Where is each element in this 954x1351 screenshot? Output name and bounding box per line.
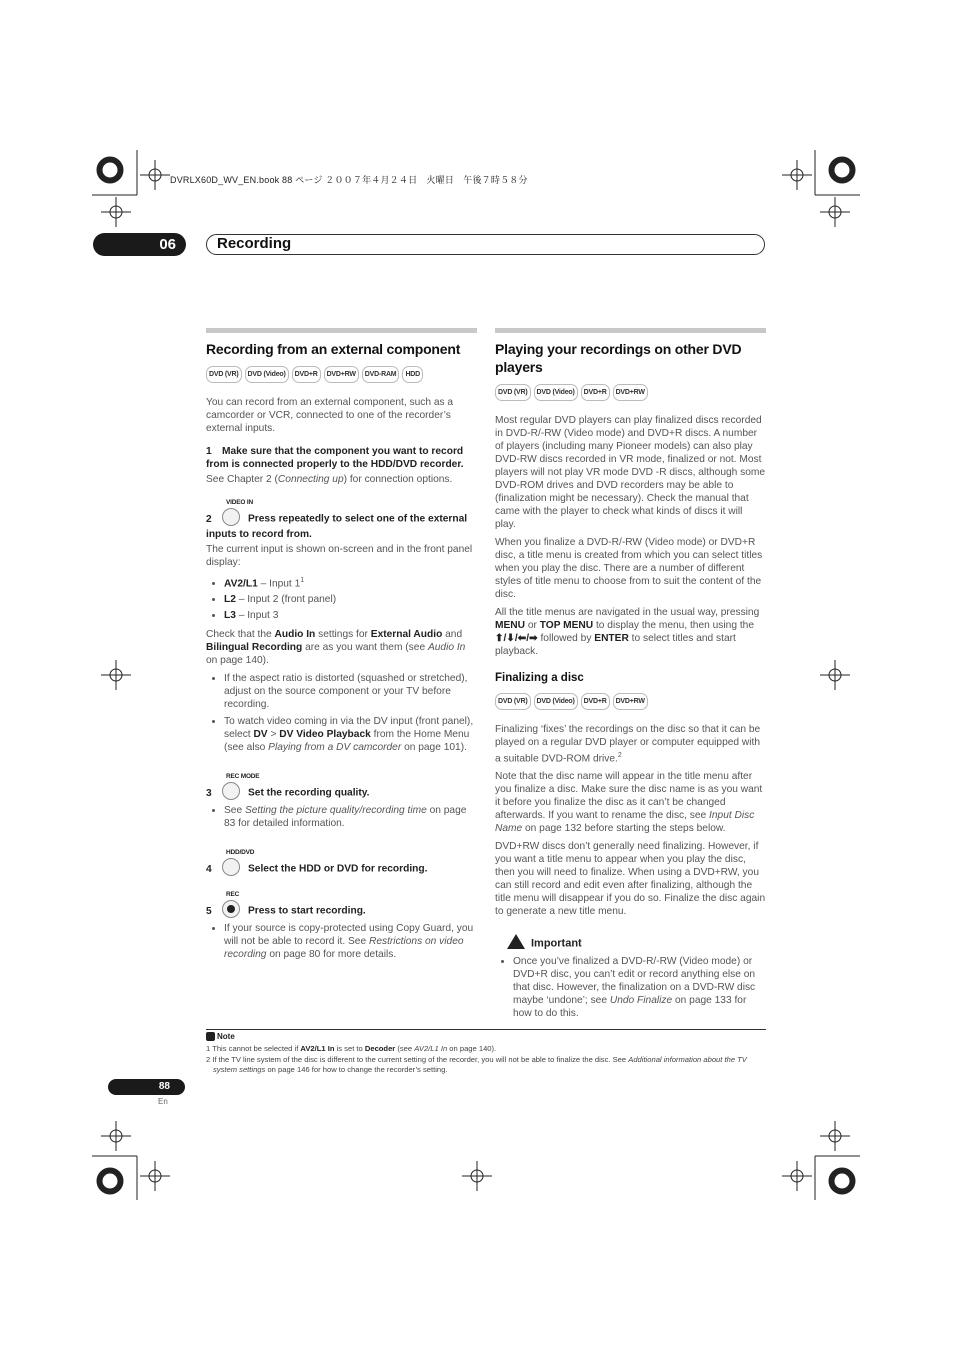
section-heading-external: Recording from an external component xyxy=(206,341,461,357)
page-language: En xyxy=(158,1097,168,1106)
disc-badge: DVD (Video) xyxy=(534,384,578,401)
paragraph: DVD+RW discs don’t generally need finalizing. However, if you want a title menu to appear when you play the disc, then you will need to finalize. When using a DVD+RW, you can still record and edit even after finalizing, although the title menu will disappear if you do so. Finalize the disc again to generate a new title menu. xyxy=(495,841,766,918)
disc-badges xyxy=(206,366,477,383)
video-in-button-icon xyxy=(222,508,240,526)
disc-badge: DVD+RW xyxy=(324,366,359,383)
note-icon xyxy=(206,1032,215,1041)
step-1-detail: See Chapter 2 (Connecting up) for connection options. xyxy=(206,474,453,485)
paragraph: When you finalize a DVD-R/-RW (Video mode) or DVD+R disc, a title menu is created from which you can select titles when you play the disc. There are a number of different styles of title menu to choose from to suit the content of the disc. xyxy=(495,537,763,600)
hdd-dvd-button-label: HDD/DVD xyxy=(226,849,255,857)
page-number: 88 xyxy=(108,1079,185,1095)
footnote-2: 2 If the TV line system of the disc is different to the current setting of the recorder, you will not be able to finalize the disc. See Additional information about the TV system settings on page 146 for how to change the recorder’s setting. xyxy=(206,1054,747,1074)
footnotes xyxy=(206,1044,766,1076)
arrow-buttons-icon: ⬆/⬇/⬅/➡ xyxy=(495,633,538,644)
section-heading-playing: Playing your recordings on other DVD players xyxy=(495,341,742,375)
list-item: • Once you’ve finalized a DVD-R/-RW (Video mode) or DVD+R disc, you can’t edit or record anything else on that disc. However, the finalization on a DVD-RW disc maybe ‘undone’; see Undo Finalize on page 133 for how to do this. xyxy=(513,955,766,1020)
footnote-rule xyxy=(206,1029,766,1030)
chapter-number: 06 xyxy=(93,233,186,256)
step-2-detail: The current input is shown on-screen and in the front panel display: xyxy=(206,544,473,568)
step-3-list xyxy=(206,804,477,830)
step-5: 5 Press to start recording. xyxy=(206,902,477,920)
disc-badges xyxy=(495,693,766,710)
rec-button-label: REC xyxy=(226,891,240,899)
disc-badge: DVD (VR) xyxy=(206,366,242,383)
input-list xyxy=(206,574,477,622)
video-in-button-label: VIDEO IN xyxy=(226,499,253,506)
disc-badge: HDD xyxy=(402,366,423,383)
file-header: DVRLX60D_WV_EN.book 88 ページ ２００７年４月２４日 火曜日 午後７時５８分 xyxy=(170,175,528,185)
step-4: 4 Select the HDD or DVD for recording. xyxy=(206,860,477,878)
right-column xyxy=(495,328,766,1026)
warning-icon xyxy=(507,934,525,949)
tips-list xyxy=(206,672,477,754)
disc-badge: DVD (VR) xyxy=(495,384,531,401)
disc-badge: DVD+R xyxy=(581,693,610,710)
paragraph: Note that the disc name will appear in the title menu after you finalize a disc. Make sure the disc name is as you want it before you finalize the disc as it can’t be changed afterwards. If you want to rename the disc, see Input Disc Name on page 132 before starting the steps below. xyxy=(495,771,763,835)
step-2: 2 Press repeatedly to select one of the external inputs to record from. xyxy=(206,510,477,541)
list-item: • If your source is copy-protected using Copy Guard, you will not be able to record it. See Restrictions on video recording on page 80 for more details. xyxy=(224,922,477,961)
list-item: • See Setting the picture quality/recording time on page 83 for detailed information. xyxy=(224,804,477,830)
left-column xyxy=(206,328,477,967)
disc-badge: DVD+R xyxy=(292,366,321,383)
list-item: • AV2/L1 – Input $1^1$ xyxy=(224,574,477,590)
list-item: • If the aspect ratio is distorted (squashed or stretched), adjust on the source component or your TV before recording. xyxy=(224,672,477,711)
hdd-dvd-button-icon xyxy=(222,858,240,876)
important-list xyxy=(495,955,766,1020)
chapter-title: Recording xyxy=(217,235,292,252)
paragraph: Most regular DVD players can play finalized discs recorded in DVD-R/-RW (Video mode) and DVD+R discs. A number of players (including many Pioneer models) can also play DVD-RW discs recorded in VR mode, finalized or not. Most players will not play VR mode DVD -R discs, although some DVD-ROM drives and DVD recorders may be able to (finalization might be necessary). Check the manual that came with the player to check what kinds of discs it will play. xyxy=(495,415,766,530)
step-3: 3 Set the recording quality. xyxy=(206,784,477,802)
list-item: • L2 – Input 2 (front panel) xyxy=(224,593,477,606)
section-bar xyxy=(206,328,477,333)
paragraph: Finalizing ‘fixes’ the recordings on the disc so that it can be played on a regular DVD player or computer equipped with a suitable DVD-ROM drive.$^2$ xyxy=(495,724,761,765)
disc-badge: DVD (Video) xyxy=(245,366,289,383)
disc-badge: DVD+R xyxy=(581,384,610,401)
disc-badges xyxy=(495,384,766,401)
disc-badge: DVD (VR) xyxy=(495,693,531,710)
note-heading: Note xyxy=(206,1032,235,1041)
paragraph: All the title menus are navigated in the usual way, pressing MENU or TOP MENU to display the menu, then using the ⬆/⬇/⬅/➡ followed by ENTER to select titles and start playback. xyxy=(495,607,760,657)
section-bar xyxy=(495,328,766,333)
step-1: 1 Make sure that the component you want to record from is connected properly to the HDD/DVD recorder. xyxy=(206,446,464,470)
disc-badge: DVD+RW xyxy=(613,384,648,401)
disc-badge: DVD (Video) xyxy=(534,693,578,710)
rec-button-icon xyxy=(222,900,240,918)
intro-text: You can record from an external component, such as a camcorder or VCR, connected to one of the recorder’s external inputs. xyxy=(206,397,454,434)
disc-badge: DVD+RW xyxy=(613,693,648,710)
sub-heading-finalizing: Finalizing a disc xyxy=(495,672,584,684)
footnote-1: 1 This cannot be selected if AV2/L1 In is set to Decoder (see AV2/L1 In on page 140). xyxy=(206,1044,497,1053)
check-settings-text: Check that the Audio In settings for External Audio and Bilingual Recording are as you want them (see Audio In on page 140). xyxy=(206,629,466,667)
list-item: • To watch video coming in via the DV input (front panel), select DV > DV Video Playback from the Home Menu (see also Playing from a DV camcorder on page 101). xyxy=(224,715,477,754)
list-item: • L3 – Input 3 xyxy=(224,609,477,622)
important-heading: Important xyxy=(507,936,766,951)
disc-badge: DVD-RAM xyxy=(362,366,400,383)
rec-mode-button-icon xyxy=(222,782,240,800)
rec-mode-button-label: REC MODE xyxy=(226,773,260,781)
step-5-list xyxy=(206,922,477,961)
